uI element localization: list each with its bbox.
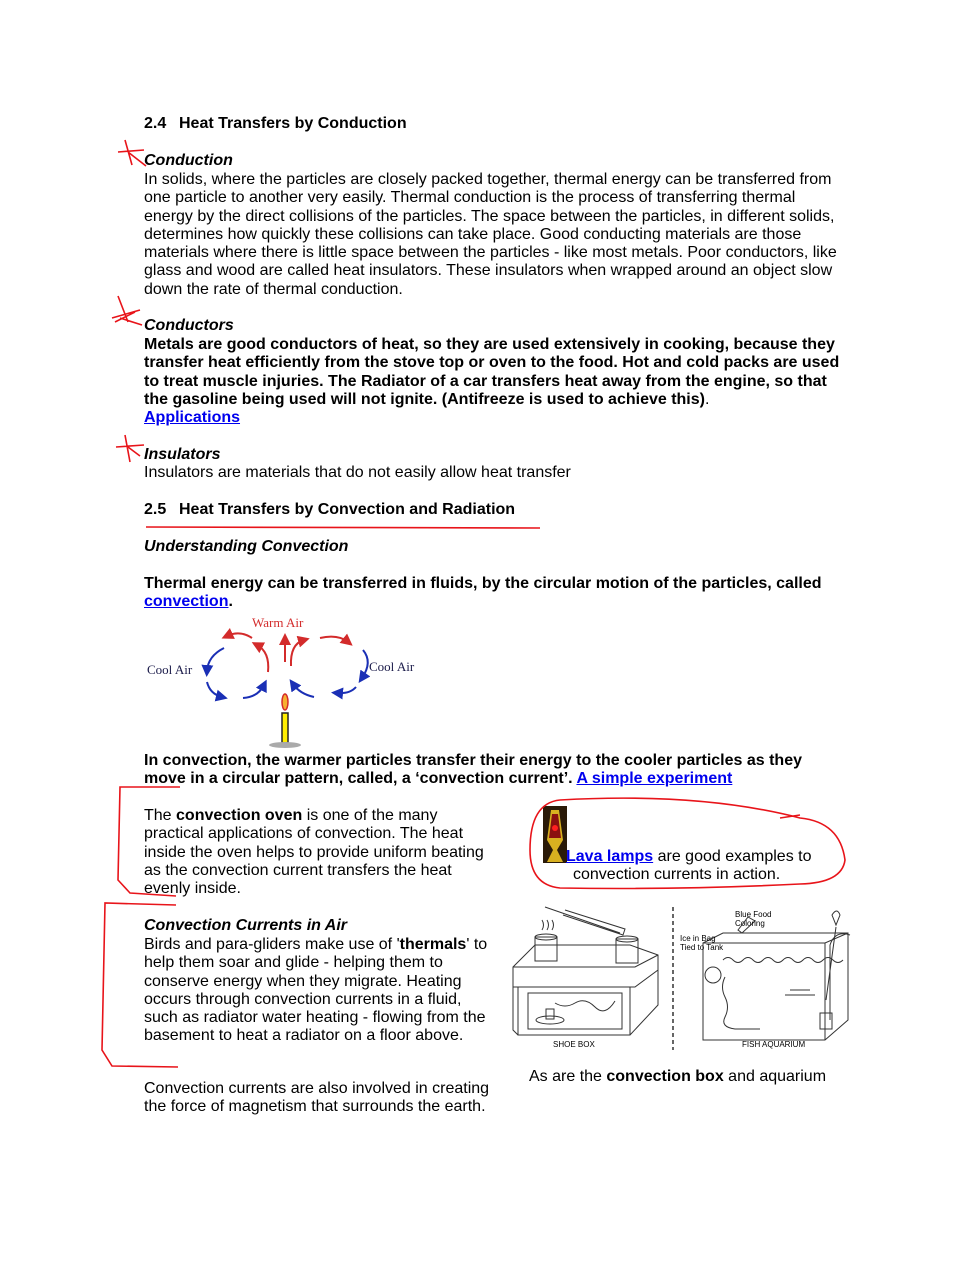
conduction-heading: Conduction <box>144 152 233 169</box>
section-number: 2.4 <box>144 115 167 132</box>
text: Ice in Bag <box>680 934 716 943</box>
text: Birds and para-gliders make use of ' <box>144 936 400 953</box>
text: are good examples to <box>653 848 812 865</box>
lava-lamp-line2: convection currents in action. <box>573 866 781 883</box>
warm-air-label: Warm Air <box>252 615 304 630</box>
current-text: In convection, the warmer particles transfer their energy to the cooler particles as they move in a circular pattern, called, a ‘convection current’. <box>144 752 802 788</box>
lava-lamps-link[interactable]: Lava lamps <box>566 848 654 865</box>
circle-mark <box>530 798 845 888</box>
text: The <box>144 807 177 824</box>
bracket-mark <box>118 787 180 896</box>
convection-box-term: convection box <box>606 1068 724 1085</box>
period: . <box>704 390 710 408</box>
underline-mark <box>146 527 540 528</box>
text: and aquarium <box>723 1068 827 1085</box>
simple-experiment-link[interactable]: A simple experiment <box>576 770 733 788</box>
text: Blue Food <box>735 910 772 919</box>
star-mark-icon <box>112 296 142 325</box>
period: . <box>228 593 233 611</box>
convection-link[interactable]: convection <box>144 593 229 611</box>
shoe-box-label: SHOE BOX <box>553 1040 595 1049</box>
text: As are the <box>529 1068 607 1085</box>
text: Tied to Tank <box>680 943 724 952</box>
section-title: Heat Transfers by Conduction <box>179 115 407 132</box>
convection-oven-term: convection oven <box>176 807 303 824</box>
fish-aquarium-label: FISH AQUARIUM <box>742 1040 806 1049</box>
insulators-text: Insulators are materials that do not easily allow heat transfer <box>144 464 571 481</box>
definition-text: Thermal energy can be transferred in fluids, by the circular motion of the particles, called <box>144 575 822 592</box>
magnetism-paragraph: Convection currents are also involved in creating the force of magnetism that surrounds the earth. <box>144 1080 490 1116</box>
cool-air-left-label: Cool Air <box>147 662 193 677</box>
applications-link[interactable]: Applications <box>144 409 241 427</box>
insulators-heading: Insulators <box>144 446 221 463</box>
text: ' to help them soar and glide - helping them to conserve energy when they migrate. Heating occurs through convection currents in a fluid, such as radiator water heating - flowing from the basement to heat a radiator on a floor above. <box>144 936 488 1045</box>
conductors-text: Metals are good conductors of heat, so they are used extensively in cooking, because they transfer heat efficiently from the stove top or oven to the food. Hot and cold packs are used to treat muscle injuries. The Radiator of a car transfers heat away from the engine, so that the gasoline being used will not ignite. (Antifreeze is used to achieve this) <box>144 336 840 408</box>
thermals-term: thermals <box>399 936 467 953</box>
section-number: 2.5 <box>144 501 167 518</box>
bracket-mark <box>102 903 178 1067</box>
text: is one of the many practical applications of convection. The heat inside the oven helps to provide uniform beating as the convection current transfers the heat evenly inside. <box>144 807 484 898</box>
text: Coloring <box>735 919 765 928</box>
star-mark-icon <box>118 140 146 166</box>
cool-air-right-label: Cool Air <box>369 659 415 674</box>
conduction-paragraph: In solids, where the particles are closely packed together, thermal energy can be transferred from one particle to another very easily. Thermal conduction is the process of transferring thermal energy by the direct collisions of the particles. The space between the particles, in different solids, determines how quickly these collisions can take place. Good conducting materials are those materials where there is little space between the particles - like most metals. Poor conductors, like glass and wood are called heat insulators. These insulators when wrapped around an object slow down the rate of thermal conduction. <box>144 171 837 298</box>
section-title: Heat Transfers by Convection and Radiation <box>179 501 516 518</box>
convection-air-heading: Convection Currents in Air <box>144 917 347 934</box>
understanding-convection-heading: Understanding Convection <box>144 538 349 555</box>
conductors-heading: Conductors <box>144 317 234 334</box>
star-mark-icon <box>116 435 144 462</box>
